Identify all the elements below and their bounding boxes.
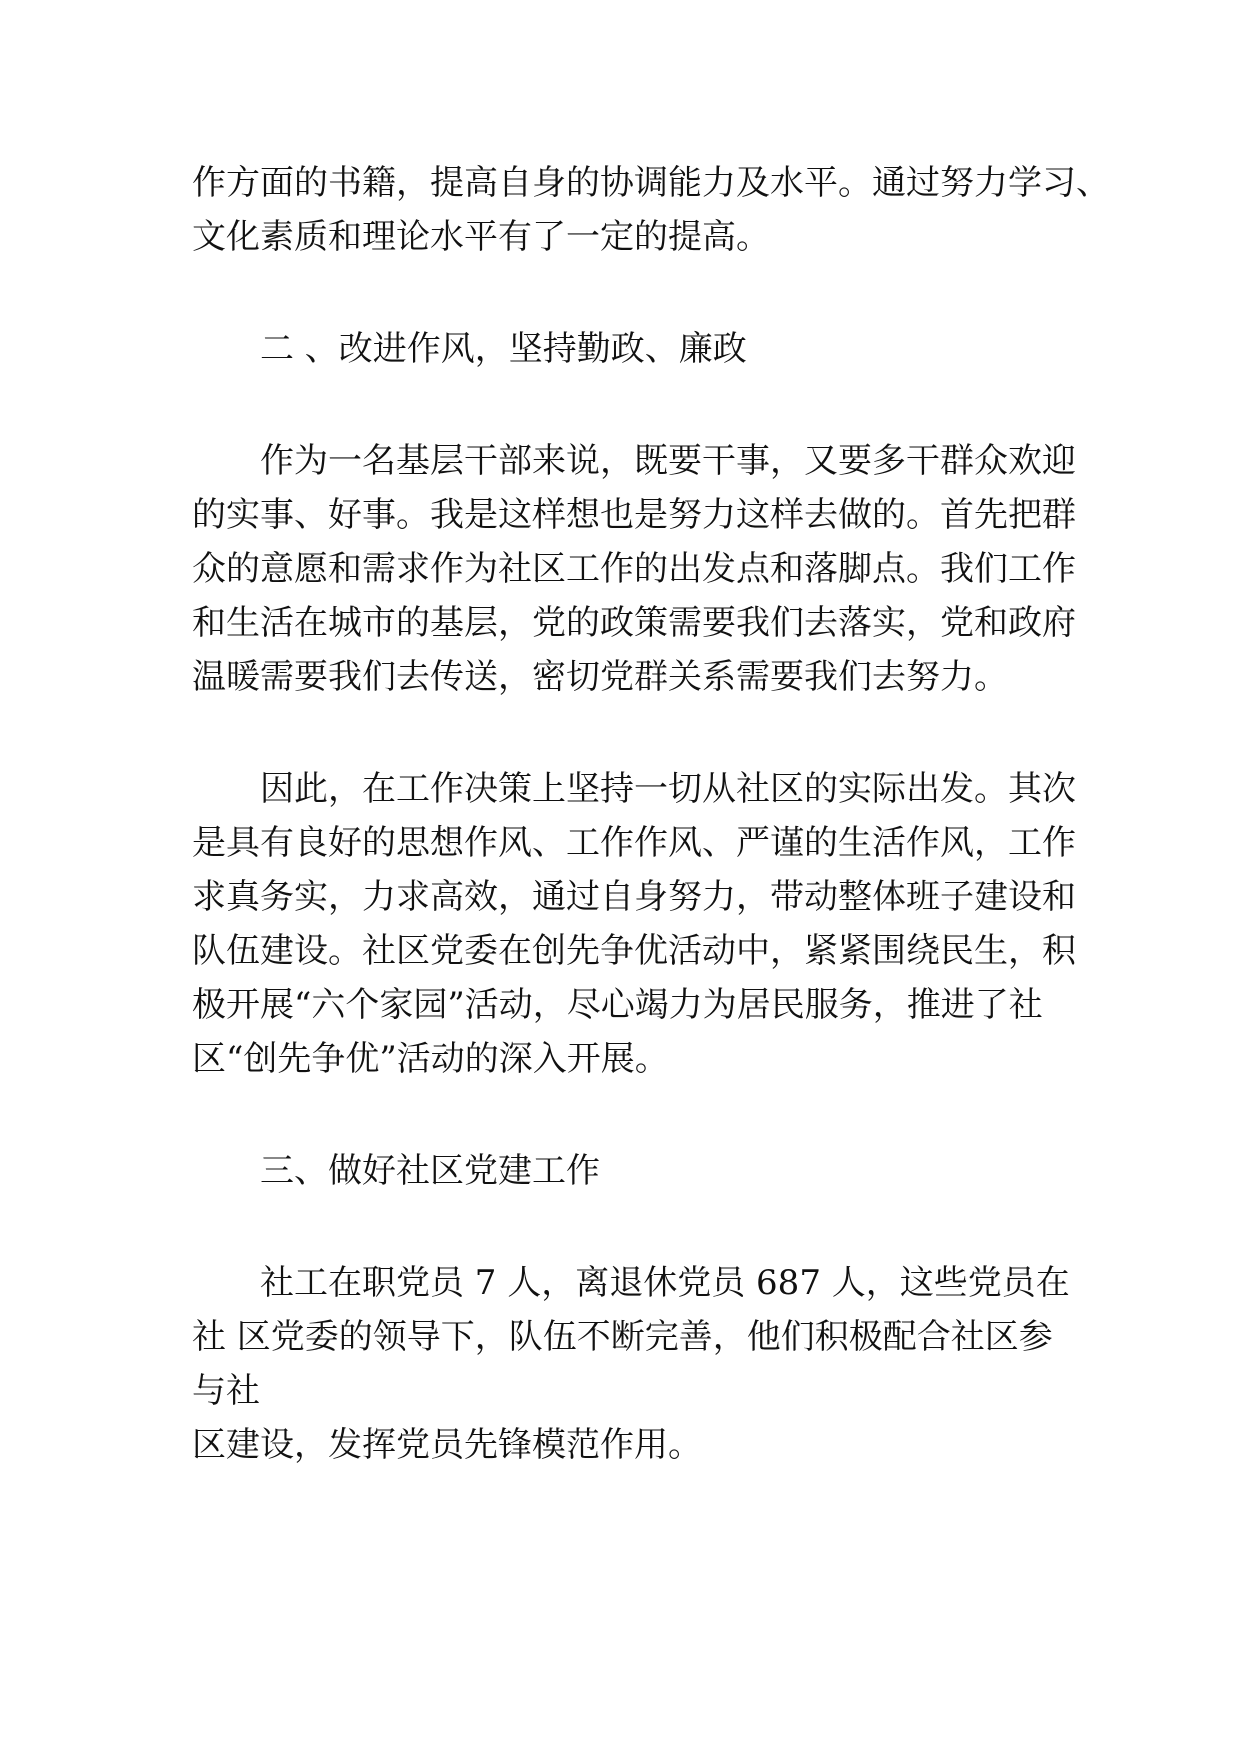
- paragraph-4-line-1: 社工在职党员 7 人，离退休党员 687 人，这些党员在: [260, 1263, 1070, 1303]
- paragraph-3-line-1: 因此，在工作决策上坚持一切从社区的实际出发。其次: [260, 769, 1076, 809]
- paragraph-4-line-4: 区建设，发挥党员先锋模范作用。: [192, 1425, 702, 1465]
- paragraph-3-line-4: 队伍建设。社区党委在创先争优活动中，紧紧围绕民生，积: [192, 931, 1076, 971]
- paragraph-3-line-6: 区“创先争优”活动的深入开展。: [192, 1039, 669, 1079]
- paragraph-1-line-2: 文化素质和理论水平有了一定的提高。: [192, 217, 770, 257]
- paragraph-2-line-3: 众的意愿和需求作为社区工作的出发点和落脚点。我们工作: [192, 549, 1076, 589]
- paragraph-3-line-3: 求真务实，力求高效，通过自身努力，带动整体班子建设和: [192, 877, 1076, 917]
- paragraph-1-line-1: 作方面的书籍，提高自身的协调能力及水平。通过努力学习、: [192, 163, 1110, 203]
- paragraph-2-line-1: 作为一名基层干部来说，既要干事，又要多干群众欢迎: [260, 441, 1076, 481]
- paragraph-3-line-5: 极开展“六个家园”活动，尽心竭力为居民服务，推进了社: [192, 985, 1043, 1025]
- section-heading-2: 二 、改进作风，坚持勤政、廉政: [260, 329, 747, 369]
- paragraph-2-line-5: 温暖需要我们去传送，密切党群关系需要我们去努力。: [192, 657, 1008, 697]
- paragraph-4-line-2: 社 区党委的领导下，队伍不断完善，他们积极配合社区参: [192, 1317, 1053, 1357]
- paragraph-4-line-3: 与社: [192, 1371, 260, 1411]
- paragraph-2-line-4: 和生活在城市的基层，党的政策需要我们去落实，党和政府: [192, 603, 1076, 643]
- paragraph-2-line-2: 的实事、好事。我是这样想也是努力这样去做的。首先把群: [192, 495, 1076, 535]
- section-heading-3: 三、做好社区党建工作: [260, 1151, 600, 1191]
- paragraph-3-line-2: 是具有良好的思想作风、工作作风、严谨的生活作风，工作: [192, 823, 1076, 863]
